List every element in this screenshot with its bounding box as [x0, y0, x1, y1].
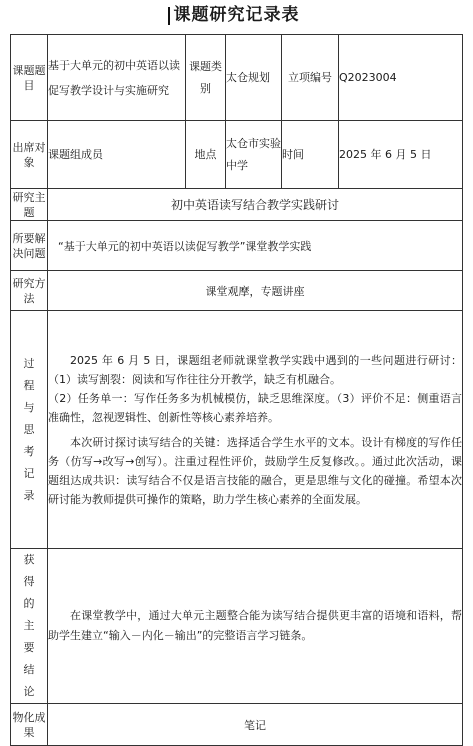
- time-value[interactable]: 2025 年 6 月 5 日: [339, 121, 463, 189]
- place-value[interactable]: 太仓市实验中学: [226, 121, 282, 189]
- theme-row: [11, 189, 463, 221]
- result-value[interactable]: 笔记: [48, 704, 463, 746]
- attendee-row: [11, 121, 463, 189]
- place-label: 地点: [186, 121, 226, 189]
- conclusion-text: 在课堂教学中，通过大单元主题整合能为读写结合提供更丰富的语境和语料，帮助学生建立“输入－内化－输出”的完整语言学习链条。: [48, 609, 462, 642]
- record-table: [10, 34, 463, 746]
- problem-row: [11, 221, 463, 271]
- project-no-label: 立项编号: [282, 35, 339, 121]
- process-paragraph-2: （2）任务单一：写作任务多为机械模仿，缺乏思维深度。（3）评价不足：侧重语言准确性，忽视逻辑性、创新性等核心素养培养。: [48, 391, 462, 424]
- conclusion-label: 获 得 的 主 要 结 论: [11, 549, 48, 704]
- topic-row: [11, 35, 463, 121]
- category-value[interactable]: 太仓规划: [226, 35, 282, 121]
- attendee-value[interactable]: 课题组成员: [48, 121, 186, 189]
- project-no-value[interactable]: Q2023004: [339, 35, 463, 121]
- method-row: [11, 271, 463, 311]
- problem-label: 所要解决问题: [11, 221, 48, 271]
- time-label: 时间: [282, 121, 339, 189]
- process-row: [11, 311, 463, 549]
- process-body[interactable]: [48, 311, 463, 549]
- conclusion-row: [11, 549, 463, 704]
- page-title: 课题研究记录表: [173, 5, 300, 25]
- process-label: 过 程 与 思 考 记 录: [11, 311, 48, 549]
- result-label: 物化成果: [11, 704, 48, 746]
- process-paragraph-3: 本次研讨探讨读写结合的关键：选择适合学生水平的文本。设计有梯度的写作任务（仿写→改写→创写）。注重过程性评价，鼓励学生反复修改。。通过此次活动，课题组达成共识：读写结合不仅是语言技能的融合，更是思维与文化的碰撞。希望本次研讨能为教师提供可操作的策略，助力学生核心素养的全面发展。: [48, 435, 462, 506]
- topic-value[interactable]: 基于大单元的初中英语以读促写教学设计与实施研究: [48, 35, 186, 121]
- theme-label: 研究主题: [12, 190, 46, 219]
- attendee-label: 出席对象: [11, 121, 48, 189]
- process-paragraph-1: 2025 年 6 月 5 日，课题组老师就课堂教学实践中遇到的一些问题进行研讨：（1）读写割裂：阅读和写作往往分开教学，缺乏有机融合。: [48, 353, 462, 386]
- method-label: 研究方法: [11, 271, 48, 311]
- topic-label: 课题题目: [11, 35, 48, 121]
- method-value[interactable]: 课堂观摩，专题讲座: [48, 271, 463, 311]
- problem-value[interactable]: “基于大单元的初中英语以读促写教学”课堂教学实践: [48, 221, 463, 271]
- theme-value[interactable]: 初中英语读写结合教学实践研讨: [48, 189, 463, 221]
- category-label: 课题类别: [186, 35, 226, 121]
- text-cursor: [168, 7, 170, 25]
- conclusion-body[interactable]: [48, 549, 463, 704]
